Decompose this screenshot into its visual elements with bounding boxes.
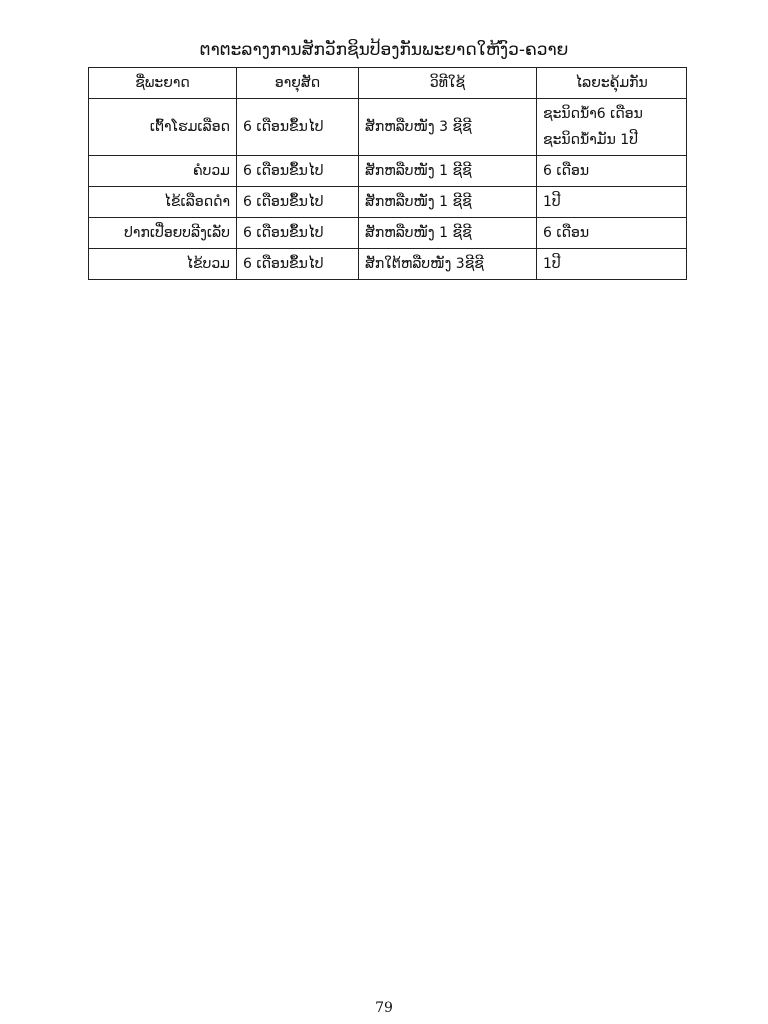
column-header-method: ວິທີໃຊ້	[359, 68, 537, 99]
table-row	[89, 187, 687, 218]
duration-line: ຊະນິດນໍ້າມັນ 1ປີ	[543, 132, 638, 148]
method-cell: ສັກຫລືບໜັງ 1 ຊີຊີ	[359, 218, 537, 249]
page-number: 79	[375, 1000, 393, 1016]
age-cell: 6 ເດືອນຂຶ້ນໄປ	[237, 187, 359, 218]
table-row	[89, 218, 687, 249]
duration-cell	[537, 156, 687, 187]
page-title: ຕາຕະລາງການສັກວັກຊິນປ້ອງກັນພະຍາດໃຫ້ງົວ-ຄວາຍ	[199, 40, 569, 60]
duration-line: 6 ເດືອນ	[543, 163, 590, 179]
duration-line: 1ປີ	[543, 256, 561, 272]
vaccination-schedule-table	[88, 67, 687, 280]
age-cell: 6 ເດືອນຂຶ້ນໄປ	[237, 99, 359, 156]
disease-cell: ໄຂ້ເລືອດດຳ	[89, 187, 237, 218]
method-cell: ສັກຫລືບໜັງ 1 ຊີຊີ	[359, 156, 537, 187]
disease-cell: ເຕົ້າໂຮມເລືອດ	[89, 99, 237, 156]
age-cell: 6 ເດືອນຂຶ້ນໄປ	[237, 249, 359, 280]
duration-cell	[537, 218, 687, 249]
duration-cell	[537, 187, 687, 218]
disease-cell: ໄຂ້ບວມ	[89, 249, 237, 280]
age-cell: 6 ເດືອນຂຶ້ນໄປ	[237, 156, 359, 187]
table-header-row	[89, 68, 687, 99]
duration-line: 6 ເດືອນ	[543, 225, 590, 241]
method-cell: ສັກຫລືບໜັງ 1 ຊີຊີ	[359, 187, 537, 218]
column-header-age: ອາຍຸສັດ	[237, 68, 359, 99]
duration-cell	[537, 99, 687, 156]
method-cell: ສັກໃຕ້ຫລືບໜັງ 3ຊີຊີ	[359, 249, 537, 280]
duration-line: 1ປີ	[543, 194, 561, 210]
age-cell: 6 ເດືອນຂຶ້ນໄປ	[237, 218, 359, 249]
duration-cell	[537, 249, 687, 280]
table-row	[89, 156, 687, 187]
disease-cell: ຄໍບວມ	[89, 156, 237, 187]
table-row	[89, 99, 687, 156]
column-header-disease: ຊື່ພະຍາດ	[89, 68, 237, 99]
method-cell: ສັກຫລືບໜັງ 3 ຊີຊີ	[359, 99, 537, 156]
table-row	[89, 249, 687, 280]
duration-line: ຊະນິດນໍ້າ6 ເດືອນ	[543, 106, 643, 122]
disease-cell: ປາກເປື່ອຍບລີງເລັບ	[89, 218, 237, 249]
column-header-duration: ໄລຍະຄຸ້ມກັນ	[537, 68, 687, 99]
